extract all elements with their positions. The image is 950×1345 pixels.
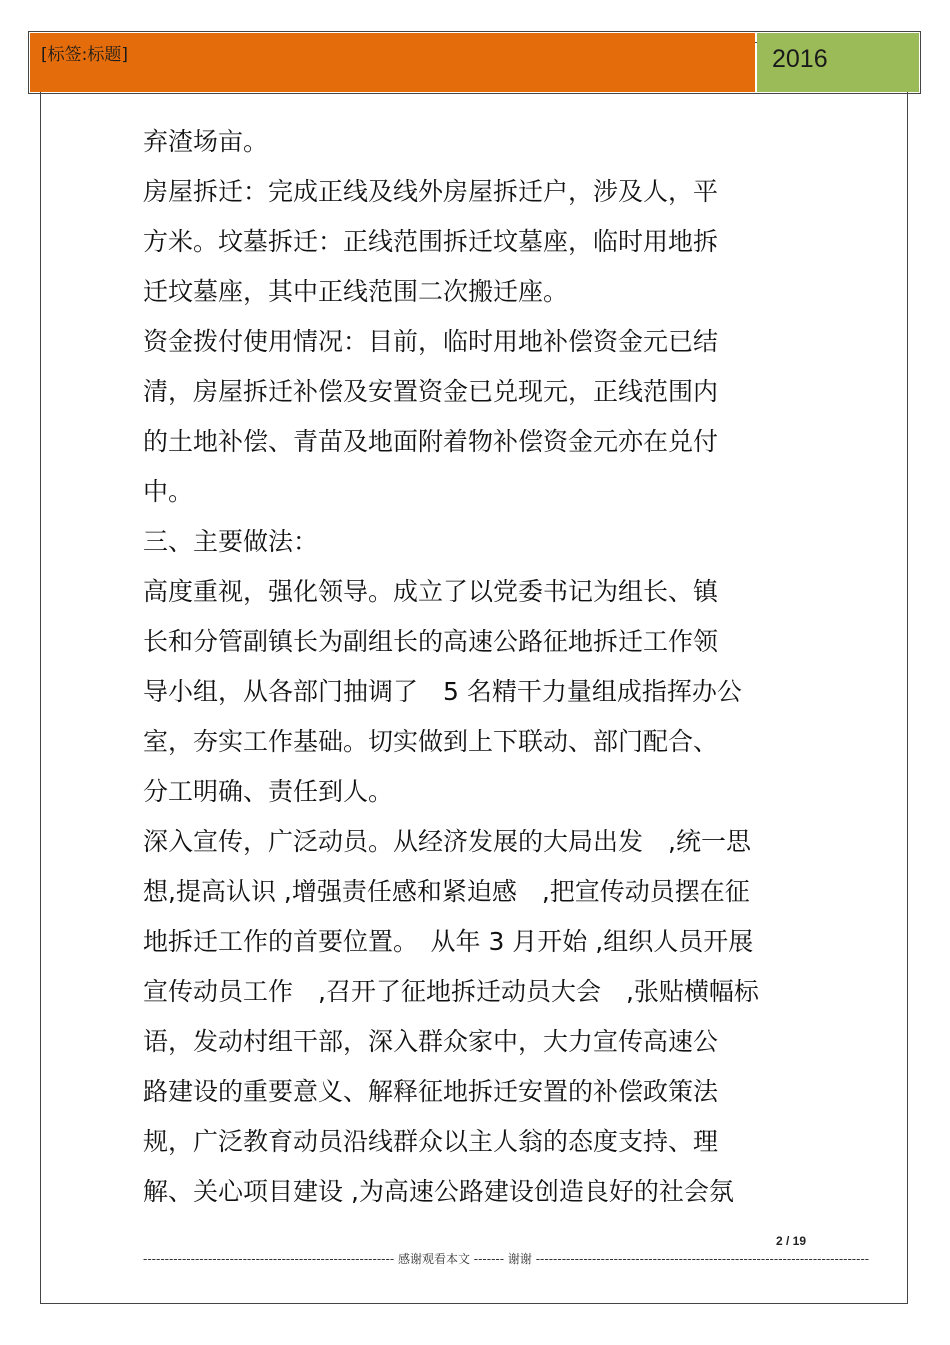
footer-thanks-line: ---------------------------------------------------------- 感谢观看本文 ------- 谢谢 ----------------------------------------------------------------------------- [143,1252,870,1266]
body-line: 宣传动员工作 ,召开了征地拆迁动员大会 ,张贴横幅标 [143,977,759,1006]
body-line: 中。 [143,477,194,506]
header-year: 2016 [772,45,828,73]
body-line: 弃渣场亩。 [143,127,269,156]
body-line: 路建设的重要意义、解释征地拆迁安置的补偿政策法 [143,1077,719,1106]
body-line: 分工明确、责任到人。 [143,777,394,806]
body-line: 迁坟墓座，其中正线范围二次搬迁座。 [143,277,569,306]
body-line: 清，房屋拆迁补偿及安置资金已兑现元，正线范围内 [143,377,719,406]
body-line: 解、关心项目建设 ,为高速公路建设创造良好的社会氛 [143,1177,734,1206]
document-body [143,117,813,1217]
body-line: 导小组，从各部门抽调了 5 名精干力量组成指挥办公 [143,677,742,706]
body-line: 规，广泛教育动员沿线群众以主人翁的态度支持、理 [143,1127,719,1156]
body-line: 长和分管副镇长为副组长的高速公路征地拆迁工作领 [143,627,719,656]
body-line: 高度重视，强化领导。成立了以党委书记为组长、镇 [143,577,719,606]
section-heading: 三、主要做法： [143,527,319,556]
body-line: 的土地补偿、青苗及地面附着物补偿资金元亦在兑付 [143,427,719,456]
body-line: 想,提高认识 ,增强责任感和紧迫感 ,把宣传动员摆在征 [143,877,750,906]
body-line: 方米。坟墓拆迁：正线范围拆迁坟墓座，临时用地拆 [143,227,719,256]
body-line: 语，发动村组干部，深入群众家中，大力宣传高速公 [143,1027,719,1056]
body-line: 深入宣传，广泛动员。从经济发展的大局出发 ,统一思 [143,827,751,856]
header-orange-band [30,33,755,92]
header-tag-label: [标签:标题] [41,45,128,65]
page-number: 2 / 19 [776,1234,807,1248]
body-line: 资金拨付使用情况：目前，临时用地补偿资金元已结 [143,327,719,356]
body-line: 房屋拆迁：完成正线及线外房屋拆迁户，涉及人，平 [143,177,719,206]
body-line: 地拆迁工作的首要位置。 从年 3 月开始 ,组织人员开展 [143,927,754,956]
body-line: 室，夯实工作基础。切实做到上下联动、部门配合、 [143,727,719,756]
